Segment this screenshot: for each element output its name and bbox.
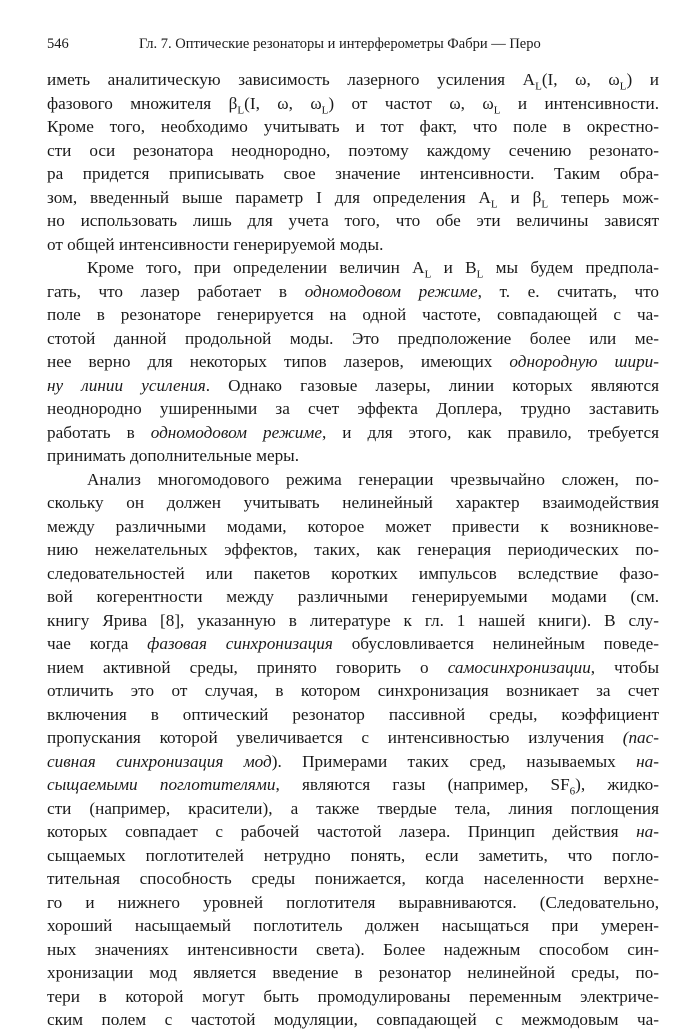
paragraph-first-line: Анализ многомодового режима генерации чрезвычайно сложен, по- <box>87 469 659 489</box>
text-line: го и нижнего уровней поглотителя выравниваются. (Следовательно, <box>47 892 659 912</box>
text-line: нием активной среды, принято говорить о самосинхронизации, чтобы <box>47 657 659 677</box>
text-line: неоднородно уширенными за счет эффекта Доплера, трудно заставить <box>47 399 659 418</box>
body-text <box>47 68 659 1032</box>
text-line: пропускания которой увеличивается с интенсивностью излучения (пас- <box>47 728 659 747</box>
text-line: ра придется приписывать свое значение интенсивности. Таким обра- <box>47 164 659 183</box>
text-line: поле в резонаторе генерируется на одной частоте, совпадающей с ча- <box>47 305 659 324</box>
text-line: от общей интенсивности генерируемой моды. <box>47 234 384 254</box>
text-line: хороший насыщаемый поглотитель должен насыщаться при умерен- <box>47 916 659 935</box>
text-line: хронизации мод является введение в резонатор нелинейной среды, по- <box>47 963 659 982</box>
text-line: книгу Ярива [8], указанную в литературе к гл. 1 нашей книги). В слу- <box>47 610 659 630</box>
text-line: сти оси резонатора неоднородно, поэтому каждому сечению резонато- <box>47 140 659 160</box>
text-line: тительная способность среды понижается, когда населенности верхне- <box>47 869 659 888</box>
text-line: отличить это от случая, в котором синхронизация возникает за счет <box>47 681 659 700</box>
running-title: Гл. 7. Оптические резонаторы и интерферометры Фабри — Перо <box>139 36 541 52</box>
text-line: ну линии усиления. Однако газовые лазеры, линии которых являются <box>47 375 659 395</box>
paragraph-first-line: Кроме того, при определении величин $A_L$ и $B_L$ мы будем предпола- <box>87 258 659 281</box>
text-line: Кроме того, необходимо учитывать и тот факт, что поле в окрестно- <box>47 117 659 136</box>
text-line: тери в которой могут быть промодулированы переменным электриче- <box>47 986 659 1006</box>
text-line: вой когерентности между различными генерируемыми модами (см. <box>47 587 659 606</box>
text-line: иметь аналитическую зависимость лазерного усиления $A_L(I$, ω, $\omega_L$) и <box>47 70 660 93</box>
text-line: ским полем с частотой модуляции, совпадающей с межмодовым ча- <box>47 1010 659 1029</box>
text-line: гать, что лазер работает в одномодовом режиме, т. е. считать, что <box>47 281 660 301</box>
text-line: зом, введенный выше параметр I для определения $A_L$ и $\beta_L$ теперь мож- <box>47 187 659 210</box>
text-line: нию нежелательных эффектов, таких, как генерация периодических по- <box>47 540 659 559</box>
text-line: включения в оптический резонатор пассивной среды, коэффициент <box>47 704 659 724</box>
text-line: скольку он должен учитывать нелинейный характер взаимодействия <box>47 493 659 512</box>
text-line: фазового множителя $\beta_L(I$, ω, $\omega_L$) от частот ω, $\omega_L$ и интенсивности. <box>47 93 660 116</box>
text-line: ных значениях интенсивности света). Более надежным способом син- <box>47 939 659 959</box>
text-line: которых совпадает с рабочей частотой лазера. Принцип действия на- <box>47 822 659 841</box>
text-line: чае когда фазовая синхронизация обусловливается нелинейным поведе- <box>47 634 659 653</box>
text-line: работать в одномодовом режиме, и для этого, как правило, требуется <box>47 422 659 442</box>
text-line: сти (например, красители), а также твердые тела, линия поглощения <box>47 798 659 818</box>
text-line: следовательностей или пакетов коротких импульсов вследствие фазо- <box>47 563 659 583</box>
text-line: сивная синхронизация мод). Примерами таких сред, называемых на- <box>47 751 659 771</box>
text-line: принимать дополнительные меры. <box>47 446 300 465</box>
page-number: 546 <box>47 36 69 52</box>
text-line: стотой данной продольной моды. Это предположение более или ме- <box>47 328 659 348</box>
text-line: сыщаемых поглотителей нетрудно понять, если заметить, что погло- <box>47 845 659 865</box>
page-header <box>47 33 659 55</box>
text-line: сыщаемыми поглотителями, являются газы (например, $SF_6$), жидко- <box>47 775 659 798</box>
text-line: нее верно для некоторых типов лазеров, имеющих однородную шири- <box>47 352 659 371</box>
text-line: но использовать лишь для учета того, что обе эти величины зависят <box>47 211 659 230</box>
text-line: между различными модами, которое может привести к возникнове- <box>47 516 659 536</box>
